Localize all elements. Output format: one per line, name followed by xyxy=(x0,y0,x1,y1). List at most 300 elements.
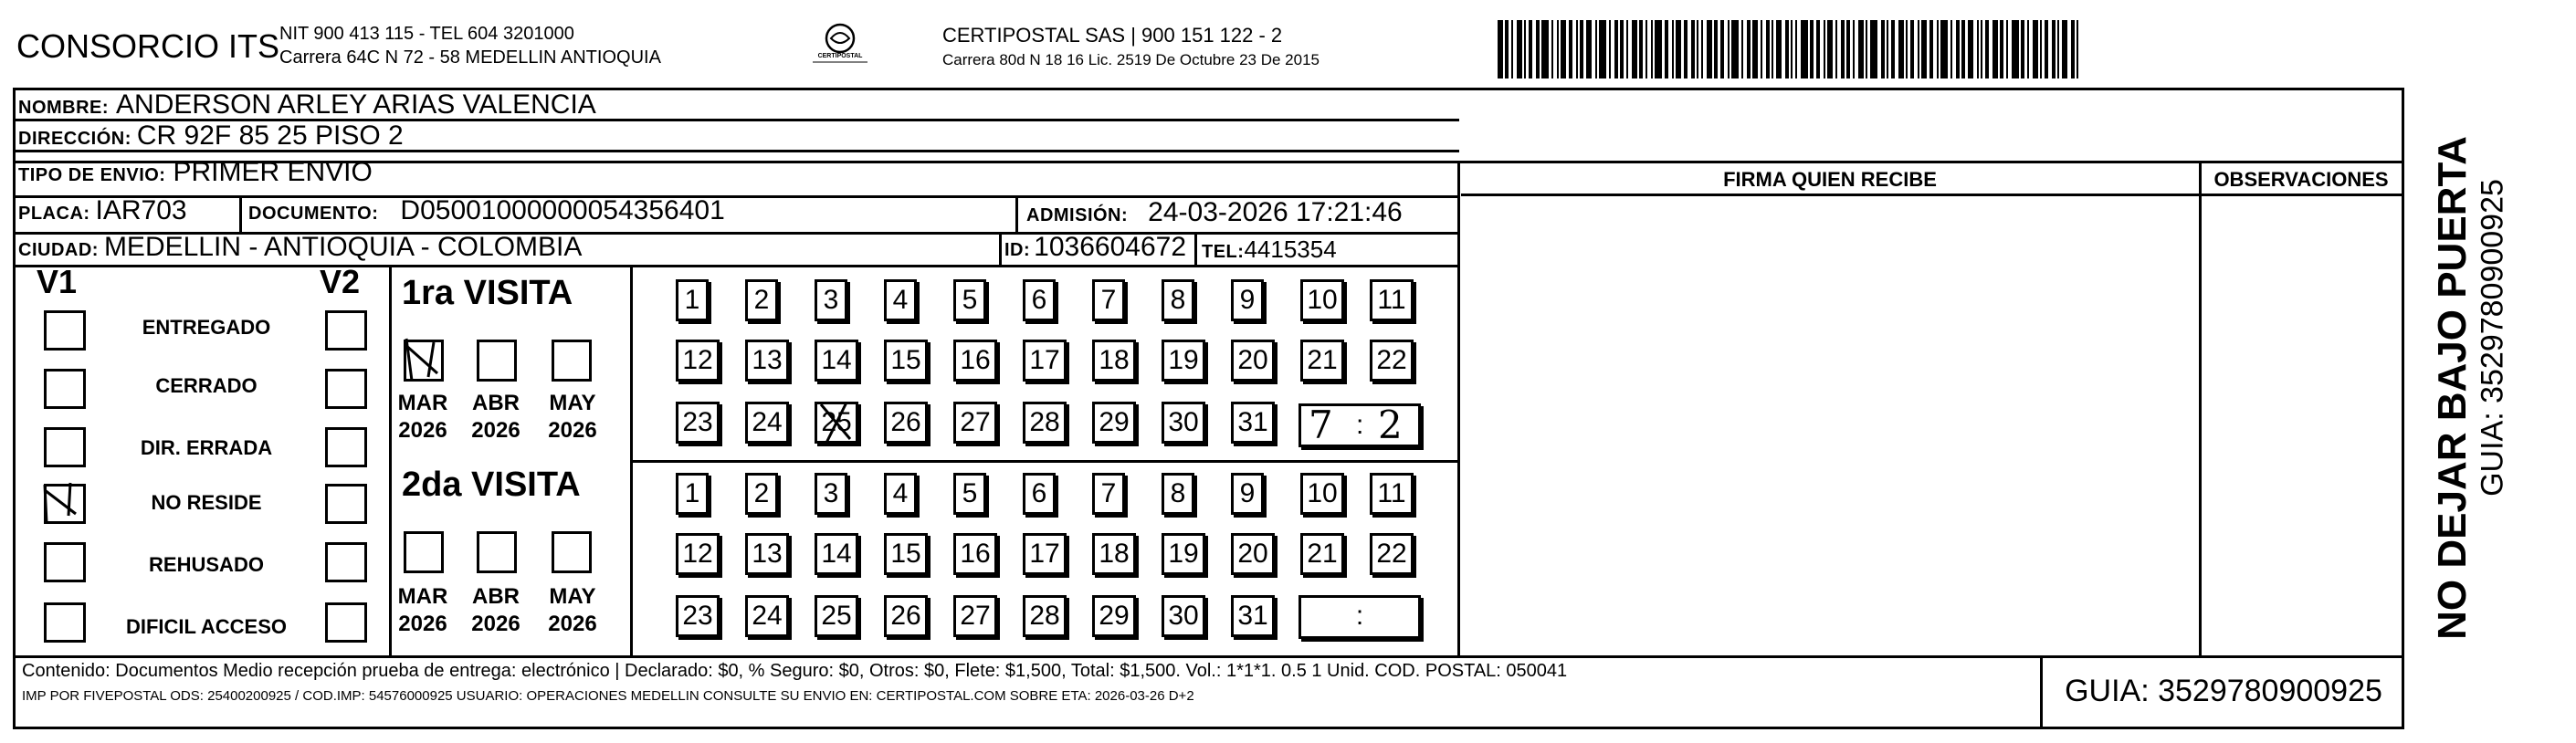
v1-checkbox[interactable] xyxy=(44,310,86,351)
day-box[interactable] xyxy=(1300,473,1344,515)
barcode-bar xyxy=(1950,20,1952,78)
first-visit-title: 1ra VISITA xyxy=(402,274,573,312)
day-box[interactable] xyxy=(1370,279,1414,321)
day-box[interactable] xyxy=(676,533,720,575)
id-row xyxy=(1004,232,1186,263)
first-month-checkbox[interactable] xyxy=(552,340,592,382)
day-number: 5 xyxy=(962,478,978,508)
day-number: 18 xyxy=(1099,539,1130,569)
barcode-bar xyxy=(1651,20,1653,78)
day-number: 8 xyxy=(1170,285,1186,315)
day-number: 14 xyxy=(821,345,852,375)
day-box[interactable] xyxy=(1231,402,1275,444)
barcode-bar xyxy=(1697,20,1698,78)
first-month-checkbox-marked[interactable] xyxy=(404,340,444,382)
day-number: 7 xyxy=(1100,285,1117,315)
barcode-bar xyxy=(1511,20,1513,78)
day-box[interactable] xyxy=(745,595,789,637)
month-label: ABR xyxy=(472,584,520,609)
barcode-bar xyxy=(1707,20,1712,78)
barcode-bar xyxy=(1858,20,1864,78)
day-number: 2 xyxy=(753,285,770,315)
month-label: MAY xyxy=(549,391,596,415)
day-number: 15 xyxy=(890,539,921,569)
day-number: 25 xyxy=(821,407,852,437)
id-label: ID: xyxy=(1004,240,1031,260)
placa-label: PLACA: xyxy=(18,204,90,224)
barcode-bar xyxy=(1731,20,1739,78)
day-number: 24 xyxy=(752,601,783,631)
barcode-bar xyxy=(1741,20,1743,78)
barcode-bar xyxy=(1785,20,1789,78)
barcode-bar xyxy=(1956,20,1960,78)
v2-checkbox[interactable] xyxy=(325,427,367,467)
barcode-bar xyxy=(1866,20,1867,78)
day-number: 17 xyxy=(1029,345,1060,375)
id-value: 1036604672 xyxy=(1034,232,1187,262)
ciudad-value: MEDELLIN - ANTIOQUIA - COLOMBIA xyxy=(103,232,583,262)
day-number: 14 xyxy=(821,539,852,569)
day-box[interactable] xyxy=(1092,473,1125,515)
barcode-bar xyxy=(1524,20,1526,78)
day-number: 17 xyxy=(1029,539,1060,569)
day-box[interactable] xyxy=(676,473,709,515)
day-box[interactable] xyxy=(815,473,847,515)
barcode-bar xyxy=(1672,20,1674,78)
month-label: MAR xyxy=(397,584,448,609)
firma-label: FIRMA QUIEN RECIBE xyxy=(1723,168,1937,191)
day-number: 10 xyxy=(1307,285,1338,315)
barcode-bar xyxy=(2057,20,2059,78)
day-number: 4 xyxy=(892,285,909,315)
barcode-bar xyxy=(1776,20,1782,78)
day-number: 7 xyxy=(1100,478,1117,508)
barcode-bar xyxy=(1870,20,1877,78)
barcode-bar xyxy=(1620,20,1624,78)
day-number: 15 xyxy=(890,345,921,375)
side-warning: NO DEJAR BAJO PUERTA xyxy=(2430,136,2475,640)
barcode-bar xyxy=(1887,20,1888,78)
day-number: 30 xyxy=(1168,407,1199,437)
day-number: 9 xyxy=(1239,285,1256,315)
first-time-separator: : xyxy=(1356,410,1364,440)
day-number: 22 xyxy=(1376,539,1407,569)
day-box[interactable] xyxy=(1023,473,1056,515)
v2-header: V2 xyxy=(320,263,361,300)
barcode-bar xyxy=(1853,20,1855,78)
barcode-bar xyxy=(1665,20,1668,78)
day-box[interactable] xyxy=(815,340,858,382)
tel-row xyxy=(1202,235,1337,264)
day-box[interactable] xyxy=(1370,340,1414,382)
day-box[interactable] xyxy=(1023,595,1067,637)
month-label: MAR xyxy=(397,391,448,415)
barcode-bar xyxy=(1691,20,1695,78)
status-label: REHUSADO xyxy=(149,553,264,576)
day-number: 2 xyxy=(753,478,770,508)
day-box[interactable] xyxy=(676,340,720,382)
barcode-bar xyxy=(1747,20,1751,78)
handwritten-check-icon xyxy=(814,399,865,450)
direccion-label: DIRECCIÓN: xyxy=(18,129,131,149)
placa-row xyxy=(18,195,187,226)
barcode-bar xyxy=(1977,20,1979,78)
day-box[interactable] xyxy=(1231,473,1264,515)
year-label: 2026 xyxy=(398,418,447,443)
barcode-bar xyxy=(1824,20,1825,78)
barcode-bar xyxy=(2052,20,2056,78)
barcode-bar xyxy=(1580,20,1583,78)
day-box[interactable] xyxy=(1023,279,1056,321)
v2-checkbox[interactable] xyxy=(325,369,367,409)
day-number: 10 xyxy=(1307,478,1338,508)
nombre-row xyxy=(18,89,596,120)
second-month-checkbox[interactable] xyxy=(404,531,444,573)
barcode-bar xyxy=(1921,20,1927,78)
day-number: 3 xyxy=(823,478,839,508)
day-number: 22 xyxy=(1376,345,1407,375)
day-box[interactable] xyxy=(884,473,917,515)
v1-checkbox[interactable] xyxy=(44,369,86,409)
day-box[interactable] xyxy=(953,533,997,575)
tipo-value: PRIMER ENVIO xyxy=(173,157,373,187)
barcode-bar xyxy=(1498,20,1503,78)
imp-text: IMP POR FIVEPOSTAL ODS: 25400200925 / COD.IMP: 54576000925 USUARIO: OPERACIONES MEDELLIN CONSULTE SU ENVIO EN: CERTIPOSTAL.COM SOBRE ETA: 2026-03-26 D+2 xyxy=(22,688,1194,704)
v2-checkbox[interactable] xyxy=(325,602,367,643)
day-box[interactable] xyxy=(1162,340,1205,382)
day-number: 13 xyxy=(752,345,783,375)
barcode-bar xyxy=(1684,20,1688,78)
barcode-bar xyxy=(1961,20,1965,78)
barcode-bar xyxy=(1918,20,1919,78)
second-month-checkbox[interactable] xyxy=(477,531,517,573)
barcode-bar xyxy=(1992,20,1998,78)
day-box[interactable] xyxy=(1092,279,1125,321)
day-number: 25 xyxy=(821,601,852,631)
firma-area[interactable] xyxy=(1463,197,2197,654)
day-number: 18 xyxy=(1099,345,1130,375)
day-box[interactable] xyxy=(1092,402,1136,444)
day-box[interactable] xyxy=(676,595,720,637)
barcode-bar xyxy=(1891,20,1895,78)
day-box[interactable] xyxy=(745,340,789,382)
admision-row xyxy=(1026,197,1403,228)
barcode-bar xyxy=(2077,20,2078,78)
day-box[interactable] xyxy=(1023,402,1067,444)
day-number: 4 xyxy=(892,478,909,508)
day-box[interactable] xyxy=(1231,595,1275,637)
barcode-bar xyxy=(1728,20,1730,78)
day-box[interactable] xyxy=(1162,533,1205,575)
day-box[interactable] xyxy=(1092,595,1136,637)
day-number: 21 xyxy=(1307,345,1338,375)
day-number: 12 xyxy=(682,345,713,375)
barcode-bar xyxy=(1586,20,1592,78)
documento-value: D05001000000054356401 xyxy=(400,195,725,225)
day-box[interactable] xyxy=(884,595,928,637)
day-box[interactable] xyxy=(884,340,928,382)
day-box[interactable] xyxy=(676,279,709,321)
barcode-bar xyxy=(1714,20,1718,78)
day-box[interactable] xyxy=(884,533,928,575)
day-number: 11 xyxy=(1377,285,1406,315)
day-box[interactable] xyxy=(1162,473,1194,515)
day-box[interactable] xyxy=(815,533,858,575)
day-number: 1 xyxy=(684,285,700,315)
day-box[interactable] xyxy=(953,279,986,321)
day-number: 8 xyxy=(1170,478,1186,508)
barcode-bar xyxy=(1835,20,1837,78)
v2-checkbox[interactable] xyxy=(325,310,367,351)
day-box[interactable] xyxy=(1300,533,1344,575)
documento-row xyxy=(248,195,725,226)
handwritten-check-icon xyxy=(403,337,448,382)
day-number: 16 xyxy=(960,539,991,569)
first-time-hour: 7 xyxy=(1309,403,1333,447)
day-box[interactable] xyxy=(1231,533,1275,575)
day-number: 20 xyxy=(1237,539,1268,569)
day-number: 27 xyxy=(960,407,991,437)
day-number: 28 xyxy=(1029,407,1060,437)
month-label: MAY xyxy=(549,584,596,609)
barcode-bar xyxy=(1766,20,1770,78)
day-box[interactable] xyxy=(815,595,858,637)
day-number: 26 xyxy=(890,601,921,631)
nombre-value: ANDERSON ARLEY ARIAS VALENCIA xyxy=(116,89,596,120)
v1-checkbox[interactable] xyxy=(44,427,86,467)
day-number: 19 xyxy=(1168,539,1199,569)
barcode-bar xyxy=(1632,20,1637,78)
barcode-bar xyxy=(1791,20,1793,78)
tipo-label: TIPO DE ENVIO: xyxy=(18,165,166,185)
day-box[interactable] xyxy=(745,402,789,444)
barcode-bar xyxy=(1599,20,1606,78)
day-number: 27 xyxy=(960,601,991,631)
second-visit-title: 2da VISITA xyxy=(402,466,581,504)
v1-checkbox[interactable] xyxy=(44,542,86,582)
day-box[interactable] xyxy=(1370,473,1414,515)
day-box[interactable] xyxy=(815,279,847,321)
day-box[interactable] xyxy=(1023,533,1067,575)
day-number: 23 xyxy=(682,407,713,437)
day-number: 24 xyxy=(752,407,783,437)
admision-value: 24-03-2026 17:21:46 xyxy=(1148,197,1403,227)
barcode-bar xyxy=(1551,20,1553,78)
company-address: Carrera 64C N 72 - 58 MEDELLIN ANTIOQUIA xyxy=(279,47,661,68)
tipo-row xyxy=(18,157,373,188)
day-box[interactable] xyxy=(953,402,997,444)
company-name: CONSORCIO ITS xyxy=(16,27,280,65)
day-number: 16 xyxy=(960,345,991,375)
barcode-bar xyxy=(1841,20,1845,78)
first-month-checkbox[interactable] xyxy=(477,340,517,382)
day-number: 20 xyxy=(1237,345,1268,375)
day-box[interactable] xyxy=(1300,279,1344,321)
status-label: DIFICIL ACCESO xyxy=(125,615,287,638)
day-box[interactable] xyxy=(676,402,720,444)
day-number: 1 xyxy=(684,478,700,508)
second-month-checkbox[interactable] xyxy=(552,531,592,573)
barcode-bar xyxy=(2027,20,2029,78)
day-number: 31 xyxy=(1237,407,1268,437)
barcode-bar xyxy=(1655,20,1662,78)
barcode-bar xyxy=(2062,20,2067,78)
day-number: 3 xyxy=(823,285,839,315)
year-label: 2026 xyxy=(548,612,597,636)
day-box[interactable] xyxy=(953,473,986,515)
barcode-bar xyxy=(1541,20,1549,78)
company-nit: NIT 900 413 115 - TEL 604 3201000 xyxy=(279,24,574,44)
barcode-bar xyxy=(1676,20,1681,78)
status-label: ENTREGADO xyxy=(142,316,271,339)
barcode-bar xyxy=(2012,20,2019,78)
barcode-bar xyxy=(1968,20,1973,78)
day-box[interactable] xyxy=(745,473,778,515)
barcode-bar xyxy=(1639,20,1643,78)
tel-value: 4415354 xyxy=(1244,235,1337,263)
day-box[interactable] xyxy=(1162,402,1205,444)
day-box[interactable] xyxy=(953,595,997,637)
observaciones-area[interactable] xyxy=(2203,197,2400,654)
carrier-address: Carrera 80d N 18 16 Lic. 2519 De Octubre 23 De 2015 xyxy=(942,51,1320,68)
barcode-bar xyxy=(1576,20,1578,78)
barcode-bar xyxy=(1561,20,1566,78)
barcode-bar xyxy=(1701,20,1703,78)
barcode-bar xyxy=(1505,20,1509,78)
barcode-bar xyxy=(1937,20,1939,78)
month-label: ABR xyxy=(472,391,520,415)
barcode-bar xyxy=(1816,20,1820,78)
day-number: 19 xyxy=(1168,345,1199,375)
ciudad-label: CIUDAD: xyxy=(18,240,99,260)
barcode-bar xyxy=(1595,20,1597,78)
v2-checkbox[interactable] xyxy=(325,484,367,524)
barcode-bar xyxy=(1761,20,1762,78)
day-number: 29 xyxy=(1099,601,1130,631)
day-box[interactable] xyxy=(1300,340,1344,382)
barcode-bar xyxy=(1752,20,1758,78)
barcode xyxy=(1498,20,2228,78)
barcode-bar xyxy=(1720,20,1724,78)
status-label: CERRADO xyxy=(155,374,258,397)
day-box[interactable] xyxy=(1370,533,1414,575)
certipostal-logo-text: CERTIPOSTAL xyxy=(817,53,863,59)
day-box[interactable] xyxy=(1231,279,1264,321)
day-number: 6 xyxy=(1031,285,1047,315)
day-number: 29 xyxy=(1099,407,1130,437)
year-label: 2026 xyxy=(471,418,520,443)
day-number: 5 xyxy=(962,285,978,315)
barcode-bar xyxy=(1985,20,1989,78)
barcode-bar xyxy=(1801,20,1808,78)
barcode-bar xyxy=(1529,20,1532,78)
day-box[interactable] xyxy=(1023,340,1067,382)
barcode-bar xyxy=(1795,20,1797,78)
day-box[interactable] xyxy=(884,402,928,444)
barcode-bar xyxy=(2021,20,2024,78)
certipostal-logo-icon xyxy=(804,20,877,75)
year-label: 2026 xyxy=(398,612,447,636)
day-box[interactable] xyxy=(1231,340,1275,382)
v1-checkbox[interactable] xyxy=(44,602,86,643)
admision-label: ADMISIÓN: xyxy=(1026,205,1129,225)
barcode-bar xyxy=(2040,20,2042,78)
barcode-bar xyxy=(1609,20,1611,78)
observaciones-label: OBSERVACIONES xyxy=(2213,168,2389,191)
barcode-bar xyxy=(1910,20,1914,78)
barcode-bar xyxy=(2006,20,2008,78)
barcode-bar xyxy=(2033,20,2038,78)
day-number: 26 xyxy=(890,407,921,437)
second-visit-time[interactable] xyxy=(1299,595,1421,639)
placa-value: IAR703 xyxy=(95,195,187,225)
carrier-name: CERTIPOSTAL SAS | 900 151 122 - 2 xyxy=(942,24,1283,47)
year-label: 2026 xyxy=(548,418,597,443)
day-box[interactable] xyxy=(745,279,778,321)
day-box[interactable] xyxy=(884,279,917,321)
day-box[interactable] xyxy=(953,340,997,382)
day-number: 30 xyxy=(1168,601,1199,631)
first-visit-time[interactable] xyxy=(1299,403,1421,447)
day-number: 23 xyxy=(682,601,713,631)
year-label: 2026 xyxy=(471,612,520,636)
day-box-marked[interactable] xyxy=(815,402,858,444)
barcode-bar xyxy=(1846,20,1850,78)
status-label: DIR. ERRADA xyxy=(140,436,273,459)
documento-label: DOCUMENTO: xyxy=(248,204,379,224)
barcode-bar xyxy=(1557,20,1559,78)
first-time-minute: 2 xyxy=(1378,403,1403,447)
status-label: NO RESIDE xyxy=(151,491,262,514)
day-number: 28 xyxy=(1029,601,1060,631)
side-guia: GUIA: 3529780900925 xyxy=(2475,179,2510,497)
barcode-bar xyxy=(1772,20,1773,78)
day-box[interactable] xyxy=(745,533,789,575)
ciudad-row xyxy=(18,232,582,263)
barcode-bar xyxy=(2071,20,2075,78)
day-box[interactable] xyxy=(1162,279,1194,321)
v2-checkbox[interactable] xyxy=(325,542,367,582)
barcode-bar xyxy=(1569,20,1572,78)
day-number: 6 xyxy=(1031,478,1047,508)
tel-label: TEL: xyxy=(1202,242,1245,262)
day-box[interactable] xyxy=(1092,340,1136,382)
barcode-bar xyxy=(2000,20,2003,78)
barcode-bar xyxy=(1929,20,1933,78)
barcode-bar xyxy=(1645,20,1647,78)
barcode-bar xyxy=(1614,20,1618,78)
barcode-bar xyxy=(1981,20,1982,78)
nombre-label: NOMBRE: xyxy=(18,98,110,118)
barcode-bar xyxy=(1536,20,1540,78)
direccion-value: CR 92F 85 25 PISO 2 xyxy=(136,120,404,151)
barcode-bar xyxy=(2045,20,2048,78)
barcode-bar xyxy=(1940,20,1948,78)
barcode-bar xyxy=(1898,20,1904,78)
second-time-separator: : xyxy=(1355,601,1364,631)
footer-guia: GUIA: 3529780900925 xyxy=(2065,674,2382,708)
day-number: 9 xyxy=(1239,478,1256,508)
day-number: 21 xyxy=(1307,539,1338,569)
day-box[interactable] xyxy=(1162,595,1205,637)
day-number: 31 xyxy=(1237,601,1268,631)
barcode-bar xyxy=(1517,20,1522,78)
v1-checkbox-marked[interactable] xyxy=(44,484,86,524)
barcode-bar xyxy=(1906,20,1908,78)
barcode-bar xyxy=(1881,20,1885,78)
day-box[interactable] xyxy=(1092,533,1136,575)
direccion-row xyxy=(18,120,404,152)
